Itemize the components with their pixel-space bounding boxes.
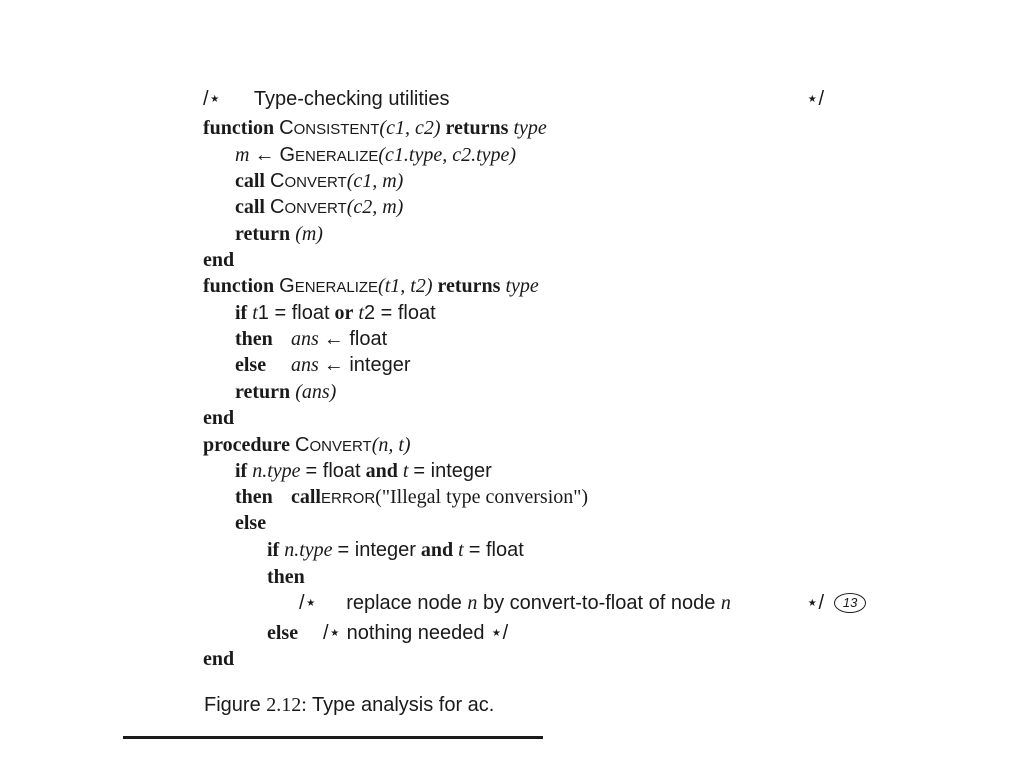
header-comment-close: [806, 87, 824, 111]
keyword: procedure: [203, 434, 291, 456]
return-value: (ans): [295, 381, 337, 403]
keyword: function: [203, 117, 275, 139]
variable: n.type: [252, 460, 301, 482]
params: (c1, c2): [379, 117, 441, 139]
keyword: or: [334, 302, 354, 324]
func-name-rest: ENERALIZE: [295, 148, 379, 165]
keyword: then: [235, 486, 273, 508]
code-line-11: [235, 380, 336, 404]
keyword: if: [267, 539, 280, 561]
func-initial: C: [295, 434, 310, 456]
func-initial: C: [279, 117, 294, 139]
comment-text: by convert-to-float of node: [482, 592, 716, 614]
code-line-18: [267, 565, 305, 589]
code-line-3: [235, 169, 403, 195]
variable: t: [402, 460, 409, 482]
func-initial: G: [279, 144, 296, 166]
variable: n: [720, 592, 731, 614]
keyword: end: [203, 648, 235, 670]
code-line-19: [299, 591, 731, 615]
comment-text: /⋆ nothing needed ⋆/: [323, 622, 509, 644]
keyword: if: [235, 460, 248, 482]
condition: = integer: [413, 460, 492, 482]
keyword: return: [235, 223, 291, 245]
assignment: ← float: [323, 328, 388, 350]
code-line-5: [235, 222, 323, 246]
variable: n: [467, 592, 478, 614]
params: (n, t): [371, 434, 411, 456]
return-type: type: [505, 275, 539, 297]
args: (c1, m): [346, 170, 404, 192]
code-line-13: [203, 433, 411, 459]
keyword: return: [235, 381, 291, 403]
code-line-7: [203, 274, 539, 300]
variable: n.type: [284, 539, 333, 561]
caption-number: 2.12:: [266, 694, 307, 716]
func-name-rest: ONVERT: [309, 438, 372, 455]
condition: = integer: [337, 539, 416, 561]
params: (t1, t2): [378, 275, 433, 297]
keyword: returns: [445, 117, 509, 139]
func-name-rest: ONSISTENT: [293, 121, 380, 138]
code-line-14: [235, 459, 492, 483]
comment-open-marker: /⋆: [299, 592, 318, 614]
annotation-marker: 13: [834, 593, 866, 613]
variable: t: [252, 302, 258, 324]
args: (c1.type, c2.type): [378, 144, 517, 166]
code-line-10: [235, 353, 411, 377]
comment-text: replace node: [346, 592, 462, 614]
assign-arrow: ←: [254, 144, 275, 166]
return-type: type: [513, 117, 547, 139]
code-line-12: [203, 406, 234, 430]
variable: ans: [291, 354, 319, 376]
figure-caption: [204, 694, 494, 717]
condition: = float: [468, 539, 524, 561]
keyword: then: [235, 328, 273, 350]
func-name-rest: ENERALIZE: [294, 279, 379, 296]
code-line-9: [235, 327, 387, 351]
assignment: ← integer: [323, 354, 411, 376]
caption-text: Type analysis for ac.: [312, 694, 495, 716]
horizontal-rule: [123, 736, 543, 739]
keyword: returns: [437, 275, 501, 297]
variable: ans: [291, 328, 319, 350]
condition: 2 = float: [363, 302, 436, 324]
header-comment-text: Type-checking utilities: [253, 88, 450, 110]
comment-open-marker: /⋆: [203, 88, 222, 110]
keyword: call: [235, 196, 265, 218]
keyword: end: [203, 249, 235, 271]
comment-close-marker: ⋆/: [806, 88, 825, 110]
keyword: call: [291, 486, 321, 508]
variable: t: [358, 302, 364, 324]
func-initial: C: [270, 196, 285, 218]
keyword: and: [420, 539, 454, 561]
code-line-15: [235, 485, 588, 511]
code-line-1: [203, 116, 547, 142]
variable: m: [235, 144, 250, 166]
header-comment: [203, 87, 450, 111]
annotation: [806, 591, 866, 615]
caption-label: Figure: [204, 694, 261, 716]
return-value: (m): [295, 223, 323, 245]
func-name-rest: ONVERT: [284, 174, 347, 191]
code-line-2: [235, 143, 516, 169]
func-name: ERROR: [321, 490, 376, 507]
code-line-16: [235, 511, 266, 535]
keyword: call: [235, 170, 265, 192]
keyword: function: [203, 275, 275, 297]
keyword: else: [235, 512, 267, 534]
code-line-21: [203, 647, 234, 671]
func-initial: G: [279, 275, 295, 297]
error-message: ("Illegal type conversion"): [375, 486, 589, 508]
code-line-4: [235, 195, 403, 221]
keyword: then: [267, 566, 305, 588]
condition: 1 = float: [257, 302, 330, 324]
keyword: if: [235, 302, 248, 324]
keyword: else: [235, 354, 267, 376]
keyword: end: [203, 407, 235, 429]
keyword: else: [267, 622, 299, 644]
args: (c2, m): [346, 196, 404, 218]
code-line-20: [267, 621, 508, 645]
keyword: and: [365, 460, 398, 482]
variable: t: [458, 539, 464, 561]
code-line-17: [267, 538, 524, 562]
comment-close-marker: ⋆/: [806, 592, 825, 614]
code-line-8: [235, 301, 436, 325]
code-line-6: [203, 248, 234, 272]
condition: = float: [305, 460, 361, 482]
func-initial: C: [270, 170, 285, 192]
func-name-rest: ONVERT: [284, 200, 347, 217]
